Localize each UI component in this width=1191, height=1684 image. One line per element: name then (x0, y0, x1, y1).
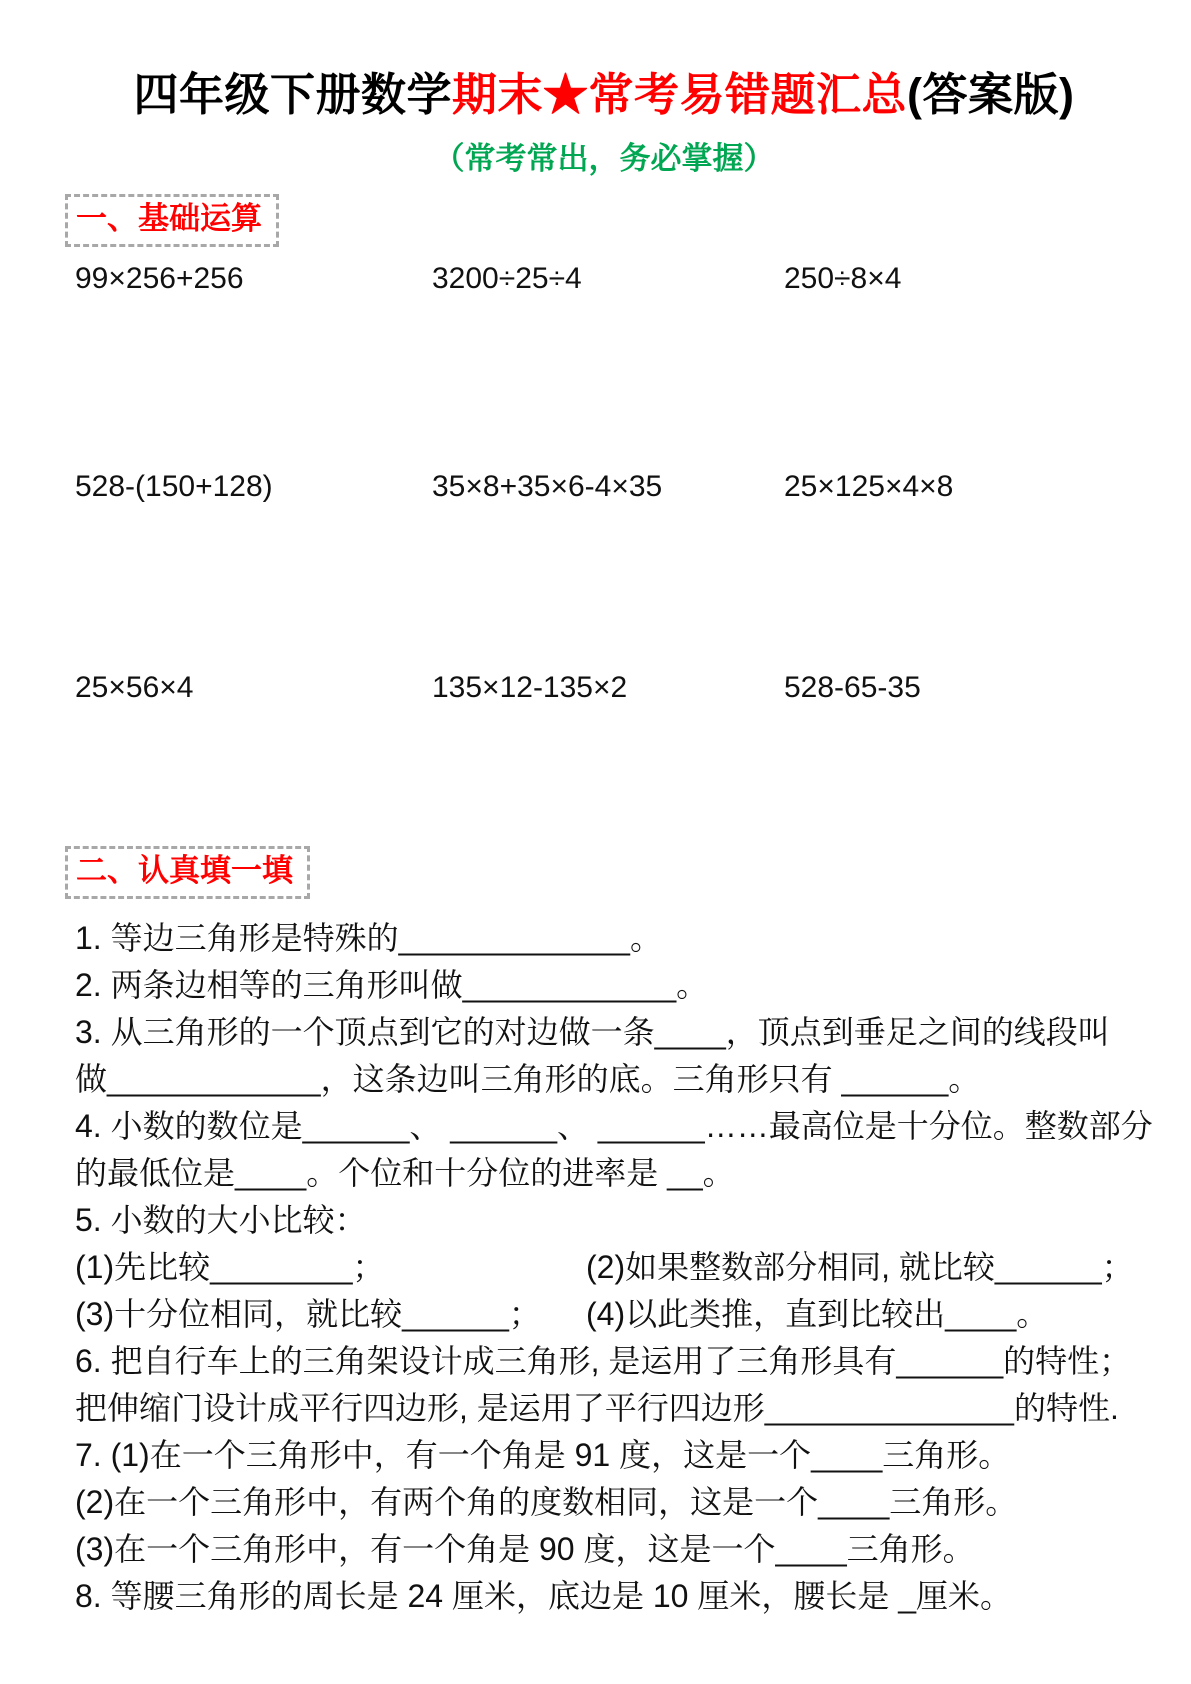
fill-line-7-3: (3)在一个三角形中，有一个角是 90 度，这是一个____三角形。 (75, 1530, 975, 1567)
section1-heading-box (65, 194, 279, 247)
section2-heading: 二、认真填一填 (76, 852, 293, 888)
title-part-black-left: 四年级下册数学 (133, 69, 452, 120)
math-expression: 528-(150+128) (75, 469, 273, 503)
fill-line-5-1: (1)先比较________； (75, 1248, 385, 1285)
fill-line-5: 5. 小数的大小比较： (75, 1201, 367, 1238)
section1-heading-row (75, 194, 1133, 247)
fill-line-4b: 的最低位是____。个位和十分位的进率是 __。 (75, 1154, 735, 1191)
fill-line-8: 8. 等腰三角形的周长是 24 厘米，底边是 10 厘米，腰长是 _厘米。 (75, 1577, 1013, 1614)
fill-line-6b: 把伸缩门设计成平行四边形, 是运用了平行四边形______________的特性. (75, 1389, 1119, 1426)
fill-line-5-4: (4)以此类推，直到比较出____。 (586, 1295, 1049, 1332)
fill-line-5-1-2 (75, 1244, 1133, 1291)
math-expression: 99×256+256 (75, 261, 244, 295)
math-expression: 3200÷25÷4 (432, 261, 582, 295)
section2-heading-box (65, 846, 310, 899)
fill-line-4a: 4. 小数的数位是______、 ______、 ______……最高位是十分位。整数部分 (75, 1107, 1153, 1144)
title-part-black-right: (答案版) (907, 69, 1075, 120)
math-expression: 528-65-35 (784, 670, 921, 704)
fill-line-2: 2. 两条边相等的三角形叫做____________。 (75, 966, 709, 1003)
section1-heading: 一、基础运算 (76, 201, 262, 236)
math-expression: 25×125×4×8 (784, 469, 954, 503)
section2-fill-in-lines (75, 915, 1153, 1620)
fill-line-5-3-4 (75, 1291, 1133, 1338)
section2-heading-row (75, 846, 1133, 899)
math-expression: 35×8+35×6-4×35 (432, 469, 663, 503)
math-problems-row-1 (75, 261, 1133, 297)
fill-line-3b: 做____________，这条边叫三角形的底。三角形只有 ______。 (75, 1060, 981, 1097)
fill-line-5-2: (2)如果整数部分相同, 就比较______； (586, 1248, 1134, 1285)
math-expression: 25×56×4 (75, 670, 194, 704)
math-problems-row-2 (75, 469, 1133, 505)
title-part-red: 期末★常考易错题汇总 (452, 69, 908, 120)
fill-line-7-2: (2)在一个三角形中，有两个角的度数相同，这是一个____三角形。 (75, 1483, 1018, 1520)
math-expression: 135×12-135×2 (432, 670, 628, 704)
math-expression: 250÷8×4 (784, 261, 902, 295)
page-title (75, 58, 1133, 123)
fill-line-5-3: (3)十分位相同，就比较______； (75, 1295, 541, 1332)
fill-line-3a: 3. 从三角形的一个顶点到它的对边做一条____，顶点到垂足之间的线段叫 (75, 1013, 1110, 1050)
fill-line-6a: 6. 把自行车上的三角架设计成三角形, 是运用了三角形具有______的特性； (75, 1342, 1132, 1379)
page-subtitle: （常考常出，务必掌握） (433, 141, 775, 176)
fill-line-7-1: 7. (1)在一个三角形中，有一个角是 91 度，这是一个____三角形。 (75, 1436, 1011, 1473)
math-problems-row-3 (75, 670, 1133, 706)
fill-line-1: 1. 等边三角形是特殊的_____________。 (75, 919, 662, 956)
